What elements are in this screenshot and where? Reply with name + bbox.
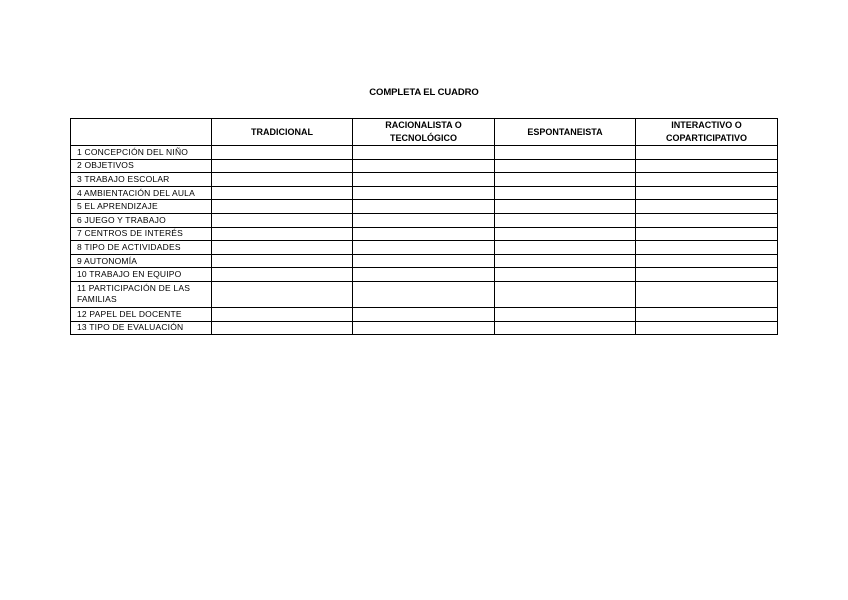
answer-cell[interactable] xyxy=(636,227,778,241)
answer-cell[interactable] xyxy=(212,213,353,227)
row-label: 13 TIPO DE EVALUACIÓN xyxy=(71,321,212,335)
header-cell-tradicional: TRADICIONAL xyxy=(212,119,353,146)
answer-cell[interactable] xyxy=(636,200,778,214)
answer-cell[interactable] xyxy=(353,146,495,160)
header-cell-interactivo: INTERACTIVO O COPARTICIPATIVO xyxy=(636,119,778,146)
answer-cell[interactable] xyxy=(495,268,636,282)
answer-cell[interactable] xyxy=(495,159,636,173)
answer-cell[interactable] xyxy=(212,173,353,187)
answer-cell[interactable] xyxy=(353,159,495,173)
answer-cell[interactable] xyxy=(636,307,778,321)
answer-cell[interactable] xyxy=(353,186,495,200)
answer-cell[interactable] xyxy=(636,321,778,335)
answer-cell[interactable] xyxy=(636,159,778,173)
row-label: 4 AMBIENTACIÓN DEL AULA xyxy=(71,186,212,200)
answer-cell[interactable] xyxy=(212,241,353,255)
answer-cell[interactable] xyxy=(636,241,778,255)
answer-cell[interactable] xyxy=(212,200,353,214)
table-row xyxy=(71,241,778,255)
row-label: 8 TIPO DE ACTIVIDADES xyxy=(71,241,212,255)
answer-cell[interactable] xyxy=(495,200,636,214)
page-title: COMPLETA EL CUADRO xyxy=(369,87,479,98)
table-row xyxy=(71,146,778,160)
answer-cell[interactable] xyxy=(353,281,495,307)
answer-cell[interactable] xyxy=(495,307,636,321)
answer-cell[interactable] xyxy=(495,213,636,227)
answer-cell[interactable] xyxy=(212,254,353,268)
answer-cell[interactable] xyxy=(636,173,778,187)
answer-cell[interactable] xyxy=(353,254,495,268)
table-row xyxy=(71,213,778,227)
answer-cell[interactable] xyxy=(212,307,353,321)
answer-cell[interactable] xyxy=(495,254,636,268)
row-label: 9 AUTONOMÍA xyxy=(71,254,212,268)
answer-cell[interactable] xyxy=(353,241,495,255)
table-row xyxy=(71,173,778,187)
answer-cell[interactable] xyxy=(353,268,495,282)
answer-cell[interactable] xyxy=(353,227,495,241)
answer-cell[interactable] xyxy=(353,200,495,214)
row-label: 12 PAPEL DEL DOCENTE xyxy=(71,307,212,321)
header-cell-espontaneista: ESPONTANEISTA xyxy=(495,119,636,146)
answer-cell[interactable] xyxy=(353,173,495,187)
answer-cell[interactable] xyxy=(212,146,353,160)
answer-cell[interactable] xyxy=(212,227,353,241)
answer-cell[interactable] xyxy=(636,186,778,200)
answer-cell[interactable] xyxy=(636,254,778,268)
answer-cell[interactable] xyxy=(353,213,495,227)
row-label: 3 TRABAJO ESCOLAR xyxy=(71,173,212,187)
answer-cell[interactable] xyxy=(212,321,353,335)
answer-cell[interactable] xyxy=(495,227,636,241)
header-cell-empty xyxy=(71,119,212,146)
header-row xyxy=(71,119,778,146)
answer-cell[interactable] xyxy=(212,159,353,173)
row-label: 5 EL APRENDIZAJE xyxy=(71,200,212,214)
header-cell-racionalista: RACIONALISTA O TECNOLÓGICO xyxy=(353,119,495,146)
table-row xyxy=(71,254,778,268)
table-row xyxy=(71,227,778,241)
row-label: 10 TRABAJO EN EQUIPO xyxy=(71,268,212,282)
comparison-table xyxy=(70,118,778,335)
answer-cell[interactable] xyxy=(212,268,353,282)
answer-cell[interactable] xyxy=(636,281,778,307)
row-label: 2 OBJETIVOS xyxy=(71,159,212,173)
answer-cell[interactable] xyxy=(495,321,636,335)
answer-cell[interactable] xyxy=(495,241,636,255)
answer-cell[interactable] xyxy=(212,281,353,307)
answer-cell[interactable] xyxy=(636,146,778,160)
answer-cell[interactable] xyxy=(636,268,778,282)
answer-cell[interactable] xyxy=(495,146,636,160)
table-row xyxy=(71,307,778,321)
answer-cell[interactable] xyxy=(636,213,778,227)
answer-cell[interactable] xyxy=(495,173,636,187)
row-label: 1 CONCEPCIÓN DEL NIÑO xyxy=(71,146,212,160)
row-label: 11 PARTICIPACIÓN DE LAS FAMILIAS xyxy=(71,281,212,307)
row-label: 7 CENTROS DE INTERÉS xyxy=(71,227,212,241)
table-row xyxy=(71,200,778,214)
table-row xyxy=(71,281,778,307)
answer-cell[interactable] xyxy=(212,186,353,200)
answer-cell[interactable] xyxy=(495,281,636,307)
table-row xyxy=(71,268,778,282)
answer-cell[interactable] xyxy=(495,186,636,200)
table-row xyxy=(71,186,778,200)
table-row xyxy=(71,159,778,173)
answer-cell[interactable] xyxy=(353,307,495,321)
answer-cell[interactable] xyxy=(353,321,495,335)
table-row xyxy=(71,321,778,335)
row-label: 6 JUEGO Y TRABAJO xyxy=(71,213,212,227)
